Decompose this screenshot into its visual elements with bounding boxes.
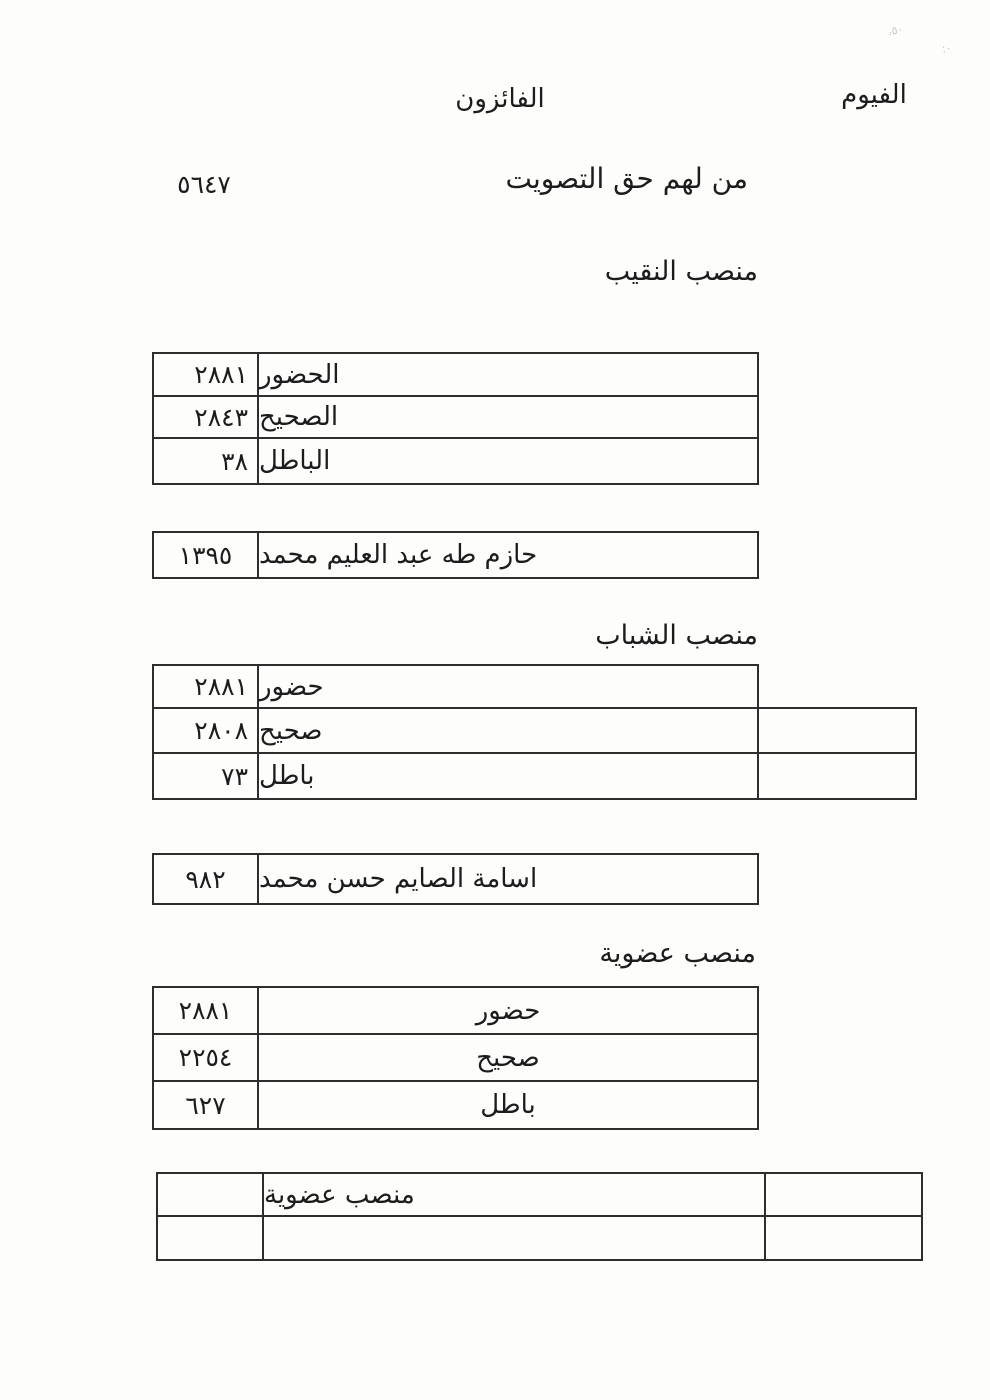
stat-value-cell: ٦٢٧ (185, 1090, 226, 1120)
scan-artifact: ،٥٠ (887, 22, 905, 39)
stat-value-cell: ٣٨ (221, 446, 248, 476)
section-heading-shabab: منصب الشباب (595, 620, 758, 651)
section-heading-odwiya: منصب عضوية (599, 938, 756, 969)
stat-value-cell: ٢٨٨١ (178, 996, 233, 1025)
stats-table-odwiya (152, 986, 759, 1130)
stats-table-naqib (152, 352, 759, 485)
stats-table-shabab (152, 664, 917, 800)
stat-row (152, 352, 759, 397)
empty-cell (158, 1174, 262, 1215)
eligible-voters-value: ٥٦٤٧ (177, 170, 231, 199)
footer-row (156, 1172, 923, 1217)
stat-label-cell: الحضور (257, 354, 757, 395)
empty-cell (764, 1217, 921, 1259)
empty-cell (764, 1174, 921, 1215)
stat-label-cell: حضور (257, 666, 757, 707)
empty-cell (262, 1217, 764, 1259)
stat-row (152, 664, 759, 709)
stat-value-cell: ٢٨٨١ (194, 360, 248, 389)
winner-row (152, 853, 759, 905)
stat-label-cell: حضور (257, 988, 757, 1033)
stat-row (152, 395, 759, 439)
footer-table-title-cell: منصب عضوية (262, 1174, 764, 1215)
winner-name-cell: اسامة الصايم حسن محمد (257, 855, 757, 903)
stat-value-cell: ٢٨٠٨ (194, 716, 248, 745)
stat-row (152, 986, 759, 1035)
footer-table (156, 1172, 923, 1261)
report-title: الفائزون (455, 84, 545, 114)
empty-cell (757, 754, 915, 798)
section-heading-naqib: منصب النقيب (604, 256, 758, 287)
stat-value-cell: ٢٢٥٤ (178, 1043, 233, 1072)
region-label: الفيوم (841, 80, 907, 110)
eligible-voters-label: من لهم حق التصويت (505, 162, 748, 195)
winner-votes-cell: ١٣٩٥ (178, 540, 233, 570)
stat-label-cell: صحيح (257, 709, 757, 752)
empty-cell (757, 709, 915, 752)
stat-row (152, 752, 917, 800)
stat-row (152, 1033, 759, 1082)
stat-row (152, 707, 917, 754)
stat-value-cell: ٢٨٤٣ (194, 402, 248, 432)
stat-row (152, 437, 759, 485)
stat-label-cell: باطل (257, 1082, 757, 1128)
winner-table-naqib (152, 531, 759, 579)
stat-label-cell: صحيح (257, 1035, 757, 1080)
stat-label-cell: باطل (257, 754, 757, 798)
winner-row (152, 531, 759, 579)
winner-name-cell: حازم طه عبد العليم محمد (257, 533, 757, 577)
stat-value-cell: ٢٨٨١ (194, 672, 248, 701)
winner-votes-cell: ٩٨٢ (185, 864, 226, 894)
stat-label-cell: الباطل (257, 439, 757, 483)
stat-row (152, 1080, 759, 1130)
empty-cell (158, 1217, 262, 1259)
footer-row (156, 1215, 923, 1261)
stat-label-cell: الصحيح (257, 397, 757, 437)
scan-artifact: :٠ (941, 41, 953, 56)
winner-table-shabab (152, 853, 759, 905)
stat-value-cell: ٧٣ (221, 761, 248, 791)
